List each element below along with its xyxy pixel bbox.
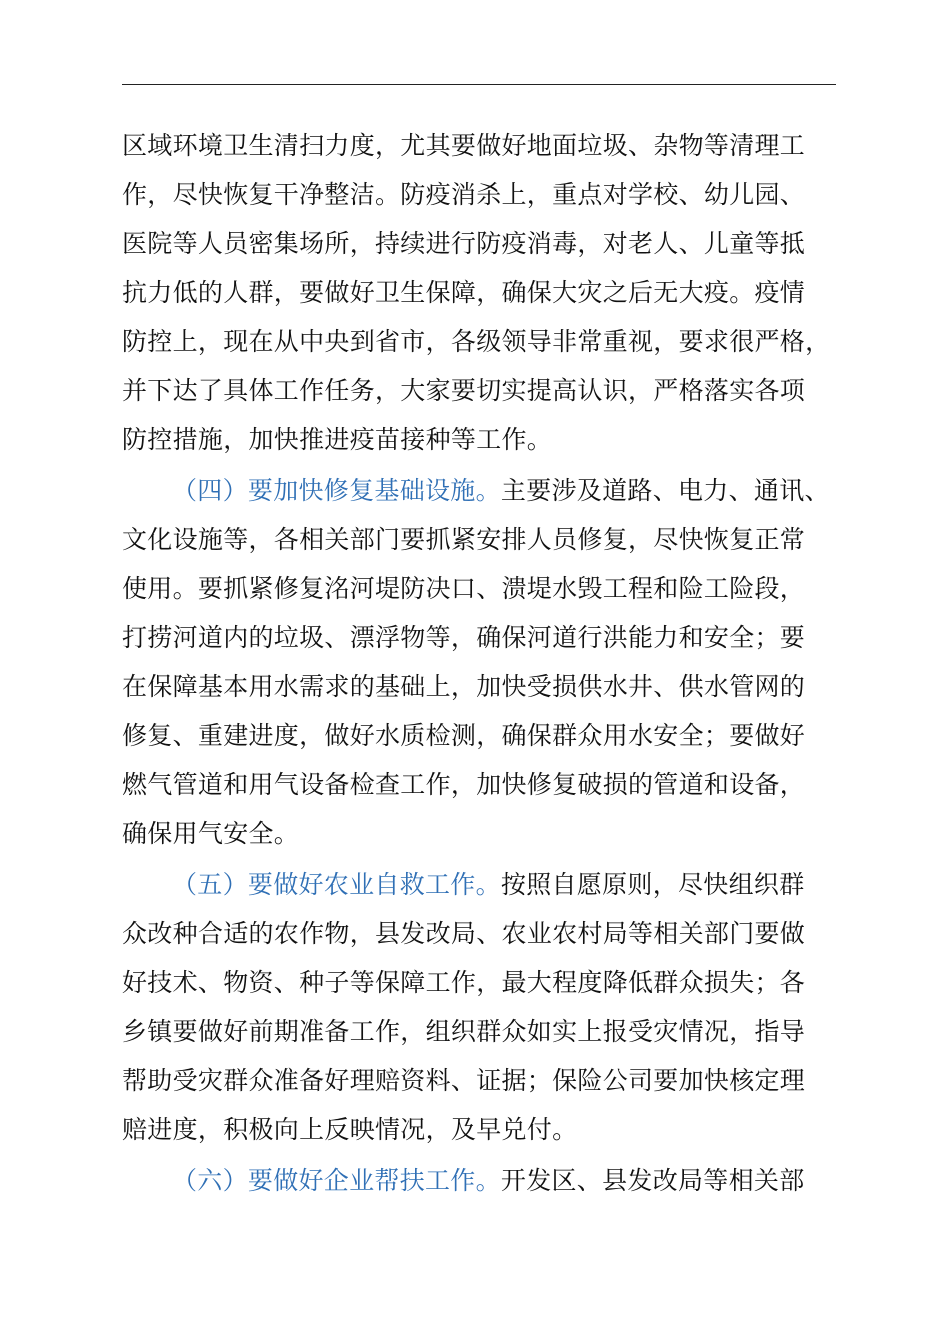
section-6-heading: （六）要做好企业帮扶工作。 (172, 1166, 501, 1195)
section-5-first-text: 按照自愿原则，尽快组织群 (500, 870, 805, 899)
paragraph-line: 区域环境卫生清扫力度，尤其要做好地面垃圾、杂物等清理工 (122, 131, 806, 160)
section-4-heading: （四）要加快修复基础设施。 (172, 476, 501, 505)
paragraph-line: 抗力低的人群，要做好卫生保障，确保大灾之后无大疫。疫情 (122, 278, 806, 307)
paragraph-line: 防控上，现在从中央到省市，各级领导非常重视，要求很严格， (122, 327, 831, 356)
section-5-first-line (172, 867, 912, 903)
section-4-first-text: 主要涉及道路、电力、通讯、 (500, 476, 830, 505)
section-6-first-text: 开发区、县发改局等相关部 (500, 1166, 805, 1195)
paragraph-line: 使用。要抓紧修复洺河堤防决口、溃堤水毁工程和险工险段， (122, 574, 806, 603)
paragraph-line: 文化设施等，各相关部门要抓紧安排人员修复，尽快恢复正常 (122, 525, 806, 554)
paragraph-line: 好技术、物资、种子等保障工作，最大程度降低群众损失；各 (122, 968, 806, 997)
paragraph-line: 帮助受灾群众准备好理赔资料、证据；保险公司要加快核定理 (122, 1066, 806, 1095)
paragraph-line: 作，尽快恢复干净整洁。防疫消杀上，重点对学校、幼儿园、 (122, 180, 806, 209)
paragraph-line: 修复、重建进度，做好水质检测，确保群众用水安全；要做好 (122, 721, 806, 750)
paragraph-line: 打捞河道内的垃圾、漂浮物等，确保河道行洪能力和安全；要 (122, 623, 806, 652)
section-5-heading: （五）要做好农业自救工作。 (172, 870, 501, 899)
header-rule (122, 84, 836, 85)
paragraph-line: 众改种合适的农作物，县发改局、农业农村局等相关部门要做 (122, 919, 806, 948)
paragraph-line: 防控措施，加快推进疫苗接种等工作。 (122, 425, 553, 454)
paragraph-line: 在保障基本用水需求的基础上，加快受损供水井、供水管网的 (122, 672, 806, 701)
section-4-first-line (172, 473, 912, 509)
paragraph-line: 赔进度，积极向上反映情况，及早兑付。 (122, 1115, 578, 1144)
section-6-first-line (172, 1163, 912, 1199)
paragraph-line: 并下达了具体工作任务，大家要切实提高认识，严格落实各项 (122, 376, 806, 405)
paragraph-line: 确保用气安全。 (122, 819, 300, 848)
paragraph-line: 乡镇要做好前期准备工作，组织群众如实上报受灾情况，指导 (122, 1017, 806, 1046)
paragraph-line: 燃气管道和用气设备检查工作，加快修复破损的管道和设备， (122, 770, 806, 799)
paragraph-line: 医院等人员密集场所，持续进行防疫消毒，对老人、儿童等抵 (122, 229, 806, 258)
